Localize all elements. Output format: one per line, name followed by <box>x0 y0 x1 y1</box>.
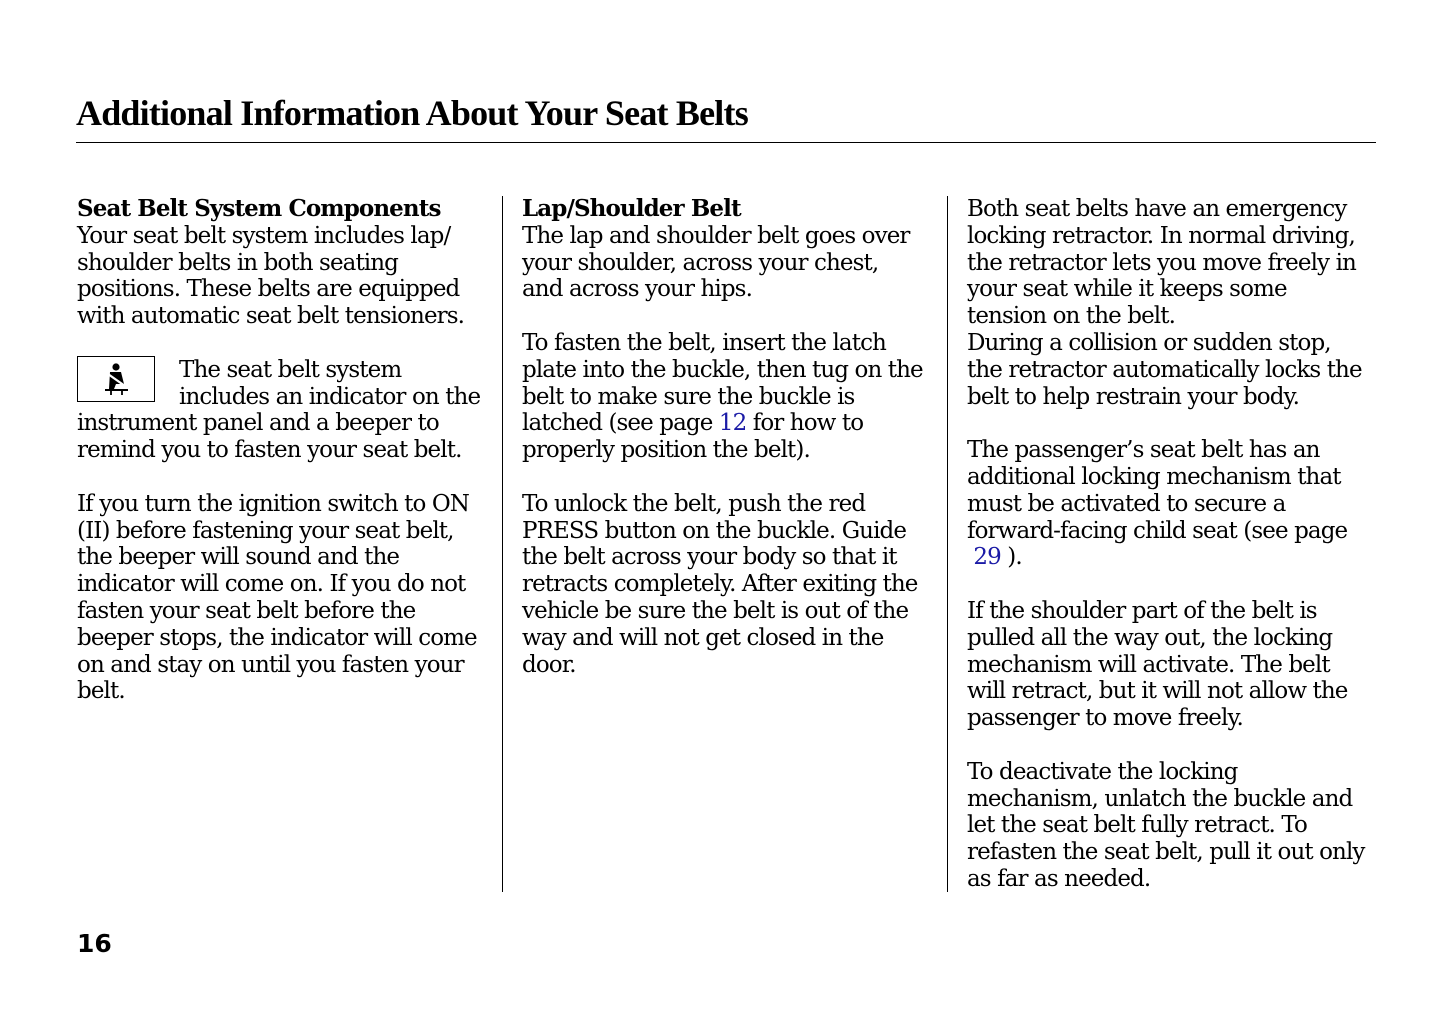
column-2 <box>522 196 942 678</box>
text-line <box>522 410 942 437</box>
text-line: To fasten the belt, insert the latch <box>522 329 886 356</box>
text-line: locking retractor. In normal driving, <box>967 222 1355 249</box>
retractor-paragraph <box>967 196 1377 410</box>
page-number: 16 <box>77 929 112 958</box>
text-line: additional locking mechanism that <box>967 463 1341 490</box>
lap-shoulder-paragraph <box>522 223 942 303</box>
section-heading-lap-shoulder: Lap/Shoulder Belt <box>522 195 741 222</box>
text-line: Your seat belt system includes lap/ <box>77 222 451 249</box>
seat-belt-indicator-box <box>77 356 155 402</box>
page-title: Additional Information About Your Seat Belts <box>76 93 748 133</box>
text-fragment: for how to <box>746 410 864 437</box>
text-line: tension on the belt. <box>967 303 1175 330</box>
shoulder-pulled-paragraph <box>967 598 1377 732</box>
text-line: belt to help restrain your body. <box>967 383 1300 410</box>
text-line: The seat belt system <box>179 356 402 383</box>
text-line: passenger to move freely. <box>967 705 1243 732</box>
text-line: way and will not get closed in the <box>522 624 884 651</box>
text-line: let the seat belt fully retract. To <box>967 812 1307 839</box>
text-line: properly position the belt). <box>522 437 810 464</box>
text-line: To deactivate the locking <box>967 758 1238 785</box>
text-line: mechanism, unlatch the buckle and <box>967 785 1353 812</box>
text-line: door. <box>522 651 576 678</box>
text-line: retracts completely. After exiting the <box>522 571 918 598</box>
text-line: remind you to fasten your seat belt. <box>77 437 462 464</box>
page-12-link[interactable]: 12 <box>718 410 747 437</box>
fasten-paragraph <box>522 330 942 464</box>
text-line: your shoulder, across your chest, <box>522 249 879 276</box>
text-line: the retractor automatically locks the <box>967 356 1362 383</box>
passenger-locking-paragraph <box>967 437 1377 571</box>
text-line: with automatic seat belt tensioners. <box>77 303 465 330</box>
text-line: the beeper will sound and the <box>77 544 400 571</box>
text-line: and across your hips. <box>522 276 752 303</box>
text-line: as far as needed. <box>967 865 1151 892</box>
section-heading-components: Seat Belt System Components <box>77 195 441 222</box>
column-divider-1 <box>502 196 503 892</box>
text-line: on and stay on until you fasten your <box>77 651 464 678</box>
text-line: must be activated to secure a <box>967 490 1286 517</box>
text-line: During a collision or sudden stop, <box>967 329 1331 356</box>
column-divider-2 <box>947 196 948 892</box>
text-fragment: ). <box>1000 544 1022 571</box>
deactivate-paragraph <box>967 759 1377 893</box>
title-divider <box>76 142 1376 143</box>
column-1 <box>77 196 497 705</box>
text-line: mechanism will activate. The belt <box>967 651 1330 678</box>
text-line: (II) before fastening your seat belt, <box>77 517 454 544</box>
text-line: To unlock the belt, push the red <box>522 490 866 517</box>
text-line: your seat while it keeps some <box>967 276 1287 303</box>
ignition-paragraph <box>77 491 497 705</box>
text-line: The passenger’s seat belt has an <box>967 437 1320 464</box>
seat-belt-reminder-icon <box>97 362 137 396</box>
text-line: forward-facing child seat (see page <box>967 517 1348 544</box>
text-line: will retract, but it will not allow the <box>967 678 1348 705</box>
text-line: If you turn the ignition switch to ON <box>77 490 470 517</box>
text-line: Both seat belts have an emergency <box>967 196 1347 222</box>
text-line: pulled all the way out, the locking <box>967 624 1333 651</box>
text-line: plate into the buckle, then tug on the <box>522 356 923 383</box>
text-line: positions. These belts are equipped <box>77 276 460 303</box>
text-fragment: latched (see page <box>522 410 719 437</box>
text-line: belt to make sure the buckle is <box>522 383 855 410</box>
components-paragraph <box>77 223 497 330</box>
page-29-link[interactable]: 29 <box>973 544 1001 571</box>
unlock-paragraph <box>522 491 942 679</box>
text-line: The lap and shoulder belt goes over <box>522 222 910 249</box>
text-line: indicator will come on. If you do not <box>77 571 466 598</box>
text-line: the retractor lets you move freely in <box>967 249 1356 276</box>
text-line: If the shoulder part of the belt is <box>967 597 1317 624</box>
text-line: includes an indicator on the <box>179 383 481 410</box>
text-line: instrument panel and a beeper to <box>77 410 439 437</box>
text-line: PRESS button on the buckle. Guide <box>522 517 907 544</box>
column-3 <box>967 196 1377 893</box>
text-line <box>967 544 1377 571</box>
text-line: the belt across your body so that it <box>522 544 897 571</box>
text-line: vehicle be sure the belt is out of the <box>522 597 909 624</box>
text-line: fasten your seat belt before the <box>77 597 416 624</box>
text-line: belt. <box>77 678 125 705</box>
text-line: refasten the seat belt, pull it out only <box>967 839 1365 866</box>
text-line: shoulder belts in both seating <box>77 249 398 276</box>
text-line: beeper stops, the indicator will come <box>77 624 477 651</box>
